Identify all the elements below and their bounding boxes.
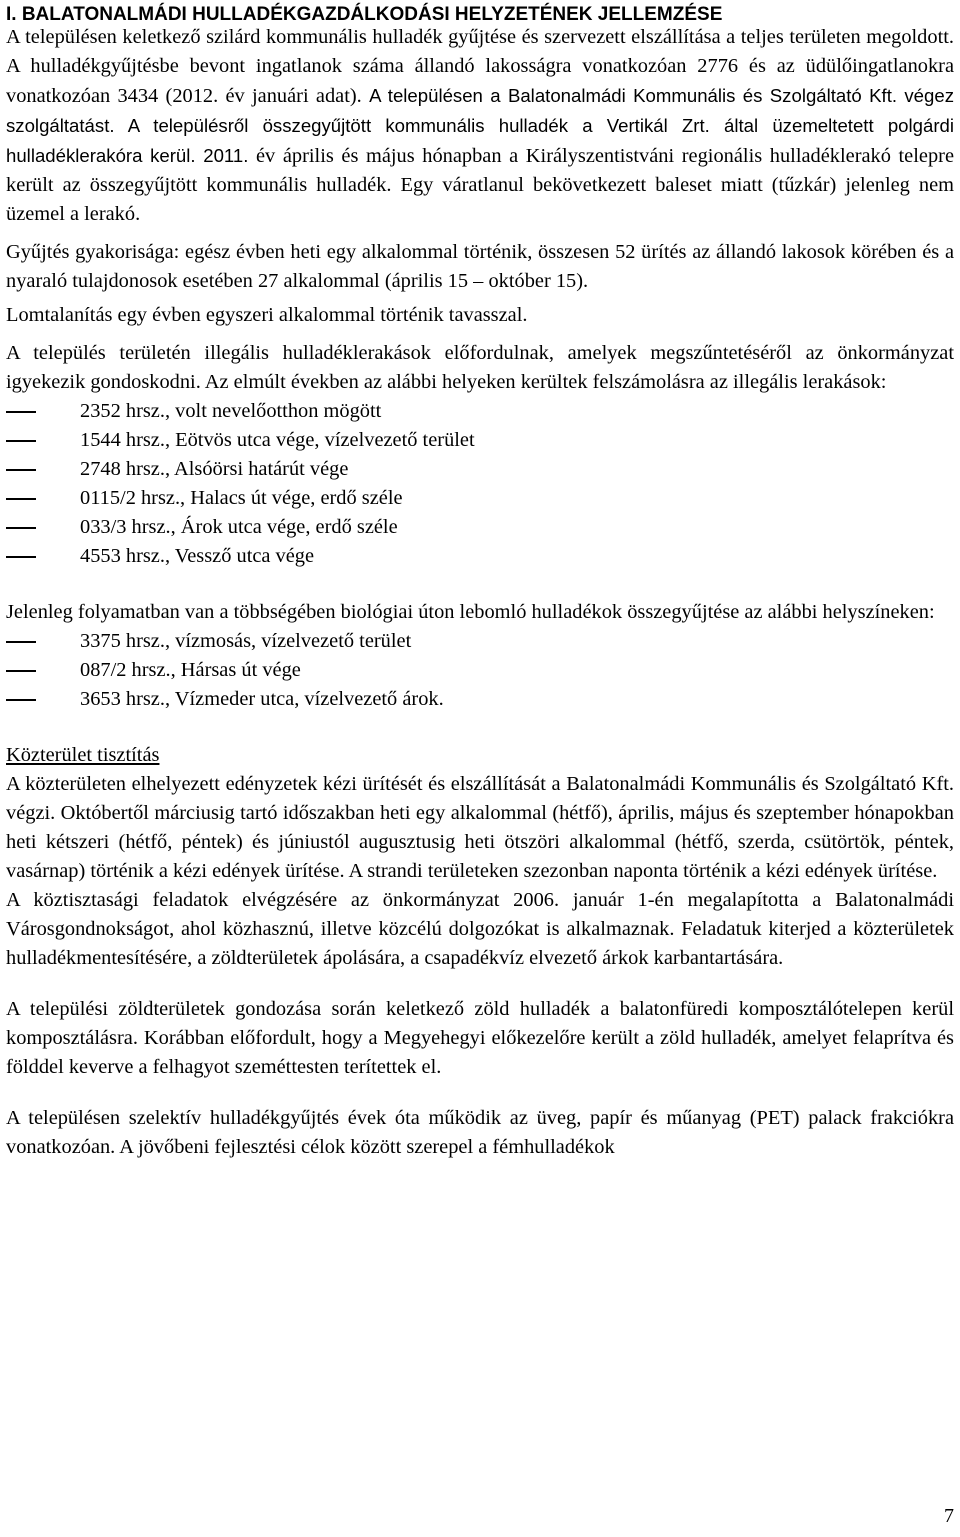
list-item: 2748 hrsz., Alsóörsi határút vége (6, 455, 954, 484)
paragraph-landfill-text: év április és május hónapban a Királyszentistváni regionális hulladéklerakó telepre került az összegyűjtött kommunális hulladék. Egy váratlanul bekövetkezett baleset miatt (tűzkár) jelenleg nem üzemel a lerakó. (6, 145, 954, 225)
paragraph-collection-intro (6, 23, 954, 229)
bio-sites-list (6, 627, 954, 714)
section-title: I. BALATONALMÁDI HULLADÉKGAZDÁLKODÁSI HELYZETÉNEK JELLEMZÉSE (6, 4, 723, 25)
illegal-sites-list (6, 397, 954, 571)
paragraph-biodegradable: Jelenleg folyamatban van a többségében biológiai úton lebomló hulladékok összegyűjtése az alábbi helyszíneken: (6, 601, 935, 623)
list-item: 3653 hrsz., Vízmeder utca, vízelvezető árok. (6, 685, 954, 714)
list-item: 2352 hrsz., volt nevelőotthon mögött (6, 397, 954, 426)
list-item: 0115/2 hrsz., Halacs út vége, erdő széle (6, 484, 954, 513)
paragraph-bulky-waste: Lomtalanítás egy évben egyszeri alkalommal történik tavasszal. (6, 304, 528, 326)
document-body (6, 23, 954, 1162)
paragraph-green-waste: A települési zöldterületek gondozása során keletkező zöld hulladék a balatonfüredi komposztálótelepen kerül komposztálásra. Korábban előfordult, hogy a Megyehegyi előkezelőre került a zöld hulladék, amelyet felaprítva és földdel keverve a felhagyot szeméttesten terítettek el. (6, 998, 954, 1078)
subheading-street-cleaning: Közterület tisztítás (6, 744, 160, 766)
list-item: 1544 hrsz., Eötvös utca vége, vízelvezető terület (6, 426, 954, 455)
page-number: 7 (944, 1505, 954, 1527)
list-item: 033/3 hrsz., Árok utca vége, erdő széle (6, 513, 954, 542)
paragraph-selective-collection: A településen szelektív hulladékgyűjtés évek óta működik az üveg, papír és műanyag (PET) palack frakciókra vonatkozóan. A jövőbeni fejlesztési célok között szerepel a fémhulladékok (6, 1107, 954, 1158)
paragraph-service-provider: A településen a Balatonalmádi Kommunális és Szolgáltató Kft. végez szolgáltatást. A településről összegyűjtött kommunális hulladék a Vertikál Zrt. által üzemeltetett polgárdi hulladéklerakóra kerül. 2011. (6, 85, 954, 166)
list-item: 3375 hrsz., vízmosás, vízelvezető terület (6, 627, 954, 656)
paragraph-collection-frequency: Gyűjtés gyakorisága: egész évben heti egy alkalommal történik, összesen 52 ürítés az állandó lakosok körében és a nyaraló tulajdonosok esetében 27 alkalommal (április 15 – október 15). (6, 241, 954, 292)
list-item: 4553 hrsz., Vessző utca vége (6, 542, 954, 571)
paragraph-illegal-dumping: A település területén illegális hulladéklerakások előfordulnak, amelyek megszűntetéséről az önkormányzat igyekezik gondoskodni. Az elmúlt években az alábbi helyeken kerültek felszámolásra az illegális lerakások: (6, 342, 954, 393)
paragraph-public-cleanliness: A köztisztasági feladatok elvégzésére az önkormányzat 2006. január 1-én megalapította a Balatonalmádi Városgondnokságot, ahol közhasznú, illetve közcélú dolgozókat is alkalmaznak. Feladatuk kiterjed a közterületek hulladékmentesítésére, a zöldterületek ápolására, a csapadékvíz elvezető árkok karbantartására. (6, 889, 954, 969)
paragraph-street-cleaning: A közterületen elhelyezett edényzetek kézi ürítését és elszállítását a Balatonalmádi Kommunális és Szolgáltató Kft. végzi. Októbertől márciusig tartó időszakban heti egy alkalommal (hétfő), április, május és szeptember hónapokban heti kétszeri (hétfő, péntek) és júniustól augusztusig heti ötszöri alkalommal (hétfő, szerda, csütörtök, péntek, vasárnap) történik a kézi edények ürítése. A strandi területeken szezonban naponta történik a kézi edények ürítése. (6, 773, 954, 882)
paragraph-collection-text: A településen keletkező szilárd kommunális hulladék gyűjtése és szervezett elszállítása a teljes területen megoldott. A hulladékgyűjtésbe bevont ingatlanok száma állandó lakosságra vonatkozóan 2776 és az üdülőingatlanokra vonatkozóan 3434 (2012. év januári adat). (6, 26, 954, 107)
list-item: 087/2 hrsz., Hársas út vége (6, 656, 954, 685)
